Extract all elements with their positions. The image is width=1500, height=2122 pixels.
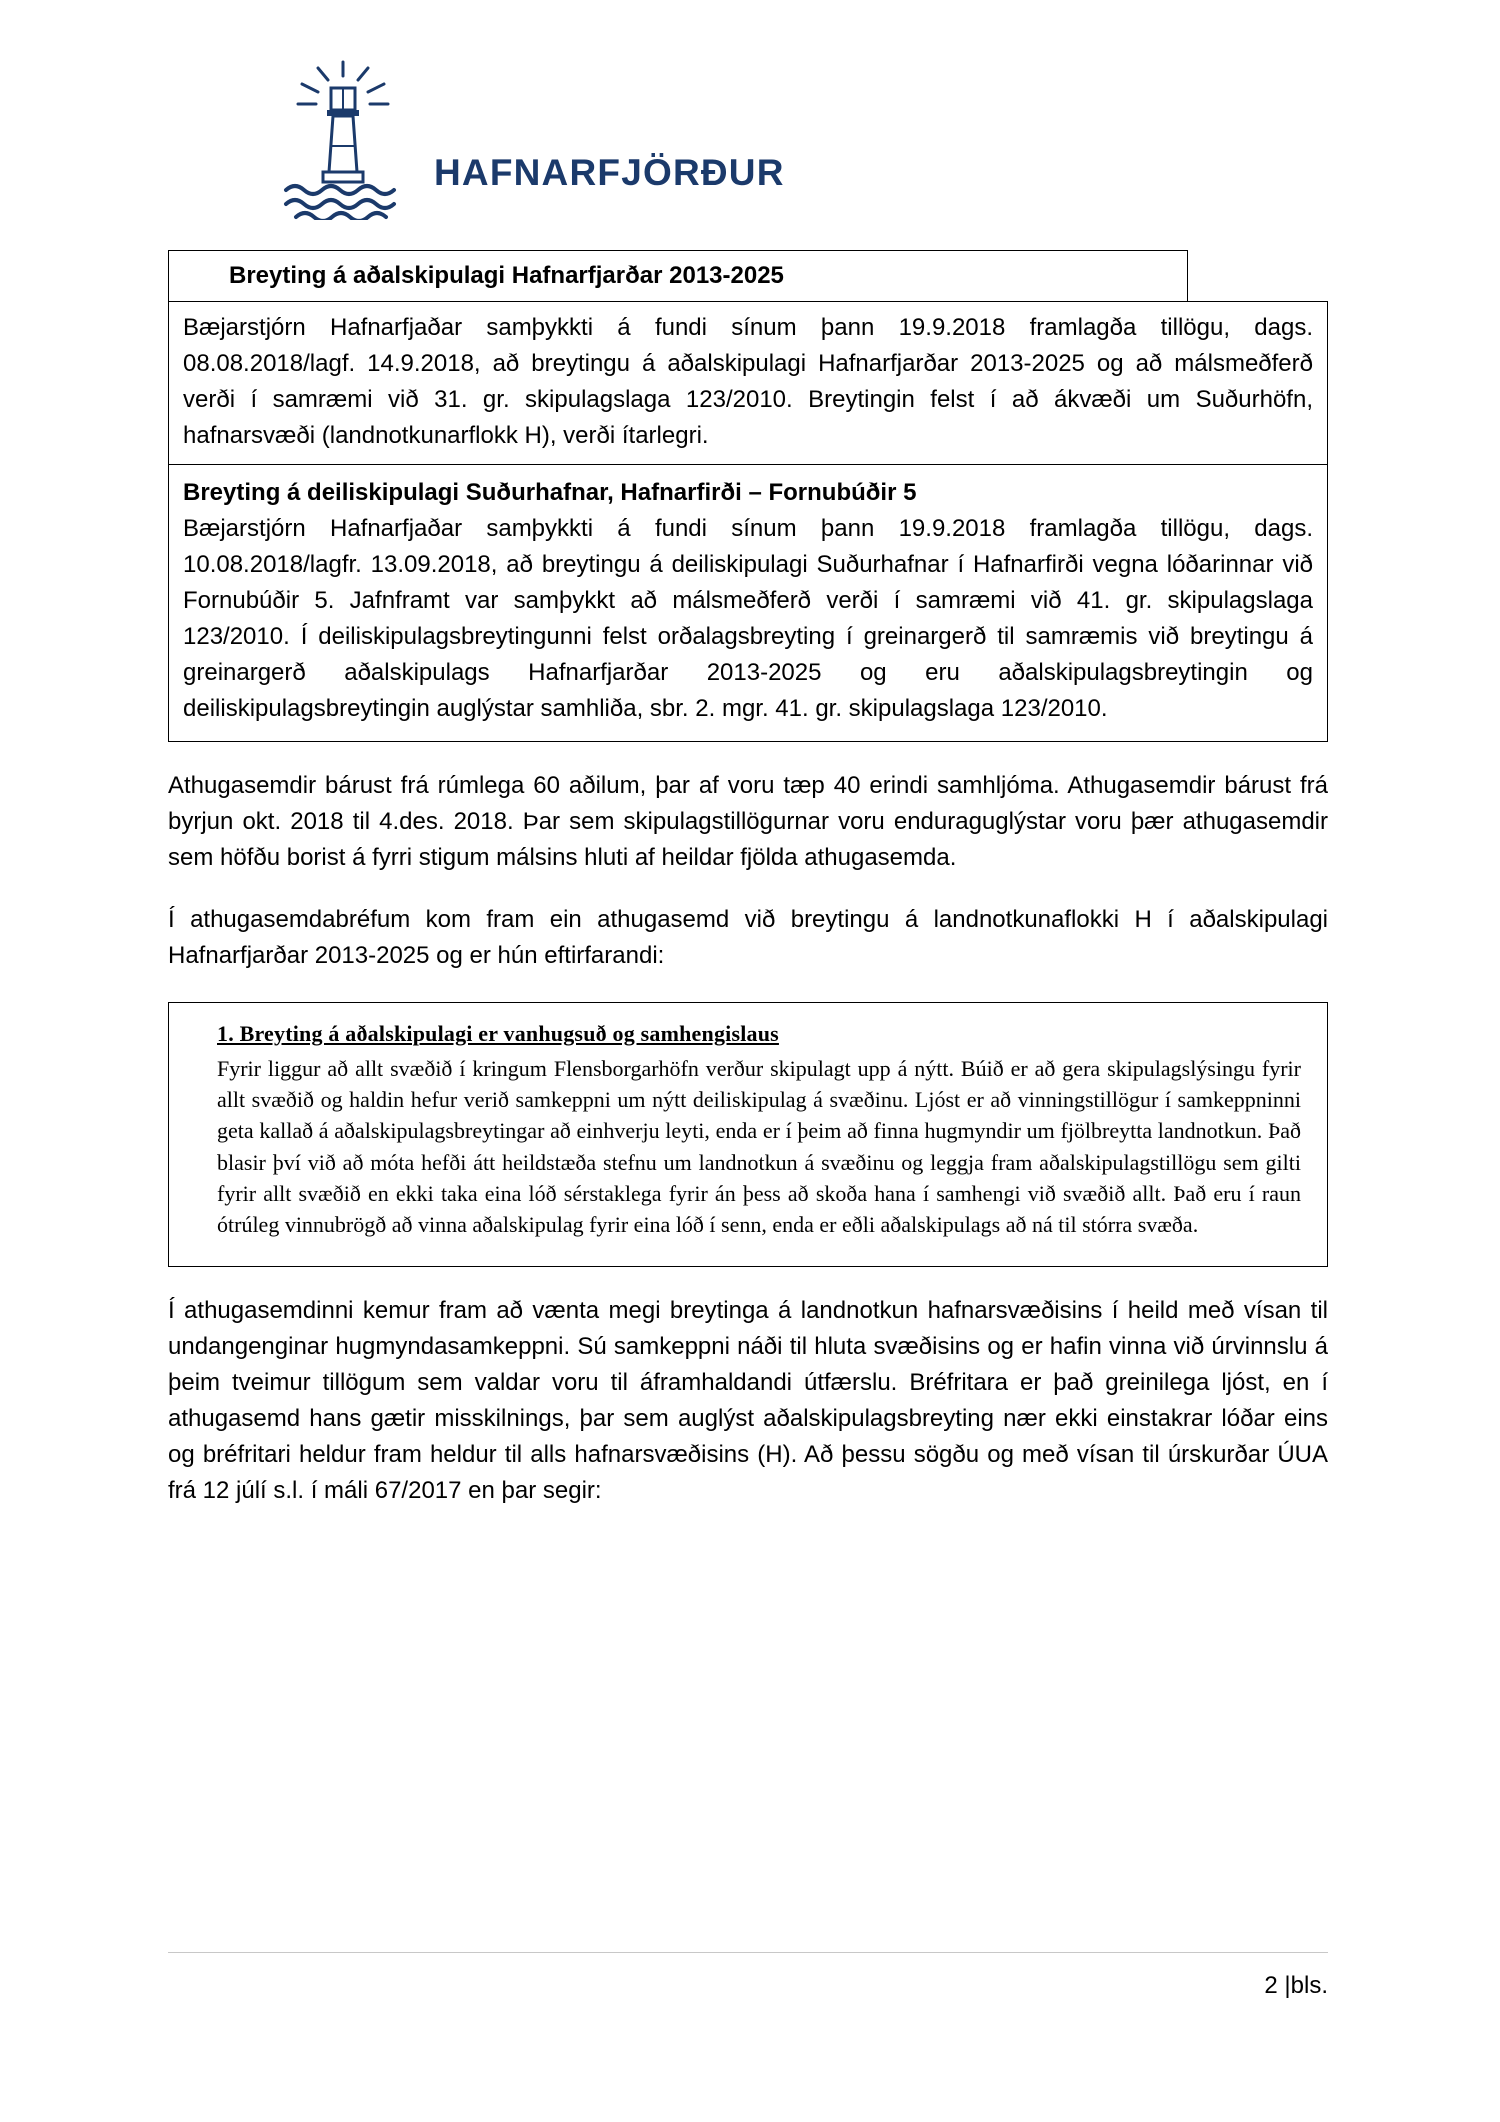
body-paragraph-1: Athugasemdir bárust frá rúmlega 60 aðilum, þar af voru tæp 40 erindi samhljóma. Athugasemdir bárust frá byrjun okt. 2018 til 4.des. 2018. Þar sem skipulagstillögurnar voru enduraguglýstar voru þær athugasemdir sem höfðu borist á fyrri stigum málsins hluti af heildar fjölda athugasemda.: [168, 772, 1328, 871]
quoted-comment-box: [168, 1002, 1328, 1267]
resolution-paragraph-2: Bæjarstjórn Hafnarfjaðar samþykkti á fundi sínum þann 19.9.2018 framlagða tillögu, dags. 10.08.2018/lagfr. 13.09.2018, að breytingu á deiliskipulagi Suðurhafnar í Hafnarfirði vegna lóðarinnar við Fornubúðir 5. Jafnframt var samþykkt að málsmeðferð verði í samræmi við 41. gr. skipulagslaga 123/2010. Í deiliskipulagsbreytingunni felst orðalagsbreyting í greinargerð til samræmis við breytingu á greinargerð aðalskipulags Hafnarfjarðar 2013-2025 og eru aðalskipulagsbreytingin og deiliskipulagsbreytingin auglýstar samhliða, sbr. 2. mgr. 41. gr. skipulagslaga 123/2010.: [183, 515, 1313, 722]
document-content: [168, 60, 1328, 1509]
resolution-subtitle: Breyting á deiliskipulagi Suðurhafnar, Hafnarfirði – Fornubúðir 5: [183, 479, 917, 506]
organization-logo: [278, 60, 1328, 220]
footer-divider: [168, 1952, 1328, 1953]
section-title-box: Breyting á aðalskipulagi Hafnarfjarðar 2013-2025: [168, 250, 1188, 301]
body-paragraph-3: Í athugasemdinni kemur fram að vænta megi breytinga á landnotkun hafnarsvæðisins í heild með vísan til undangenginar hugmyndasamkeppni. Sú samkeppni náði til hluta svæðisins og er hafin vinna við úrvinnslu á þeim tveimur tillögum sem valdar voru til áframhaldandi útfærslu. Bréfritara er það greinilega ljóst, en í athugasemd hans gætir misskilnings, þar sem auglýst aðalskipulagsbreyting nær ekki einstakrar lóðar eins og bréfritari heldur fram heldur til alls hafnarsvæðisins (H). Að þessu sögðu og með vísan til úrskurðar ÚUA frá 12 júlí s.l. í máli 67/2017 en þar segir:: [168, 1297, 1328, 1505]
resolution-paragraph-1: Bæjarstjórn Hafnarfjaðar samþykkti á fundi sínum þann 19.9.2018 framlagða tillögu, dags. 08.08.2018/lagf. 14.9.2018, að breytingu á aðalskipulagi Hafnarfjarðar 2013-2025 og að málsmeðferð verði í samræmi við 31. gr. skipulagslaga 123/2010. Breytingin felst í að ákvæði um Suðurhöfn, hafnarsvæði (landnotkunarflokk H), verði ítarlegri.: [183, 314, 1313, 449]
page-number: 2 |bls.: [1264, 1972, 1328, 1999]
quoted-comment-title: 1. Breyting á aðalskipulagi er vanhugsuð og samhengislaus: [217, 1021, 779, 1046]
lighthouse-logo-icon: [278, 60, 408, 220]
body-paragraph-2: Í athugasemdabréfum kom fram ein athugasemd við breytingu á landnotkunaflokki H í aðalskipulagi Hafnarfjarðar 2013-2025 og er hún eftirfarandi:: [168, 906, 1328, 969]
quoted-comment-text: Fyrir liggur að allt svæðið í kringum Flensborgarhöfn verður skipulagt upp á nýtt. Búið er að gera skipulagslýsingu fyrir allt svæðið og haldin hefur verið samkeppni um nýtt deiliskipulag á svæðinu. Ljóst er að vinningstillögur í samkeppninni geta kallað á aðalskipulagsbreytingar að einhverju leyti, enda er í þeim að finna hugmyndir um fjölbreytta landnotkun. Það blasir því við að móta hefði átt heildstæða stefnu um landnotkun á svæðinu og leggja fram aðalskipulagstillögu sem gilti fyrir allt svæðið en ekki taka eina lóð sérstaklega fyrir án þess að skoða hana í samhengi við svæðið allt. Það eru í raun ótrúleg vinnubrögð að vinna aðalskipulag fyrir eina lóð í senn, enda er eðli aðalskipulags að ná til stórra svæða.: [217, 1056, 1301, 1238]
organization-name: HAFNARFJÖRÐUR: [434, 152, 785, 193]
box-divider: [169, 464, 1327, 465]
resolutions-box: [168, 301, 1328, 742]
